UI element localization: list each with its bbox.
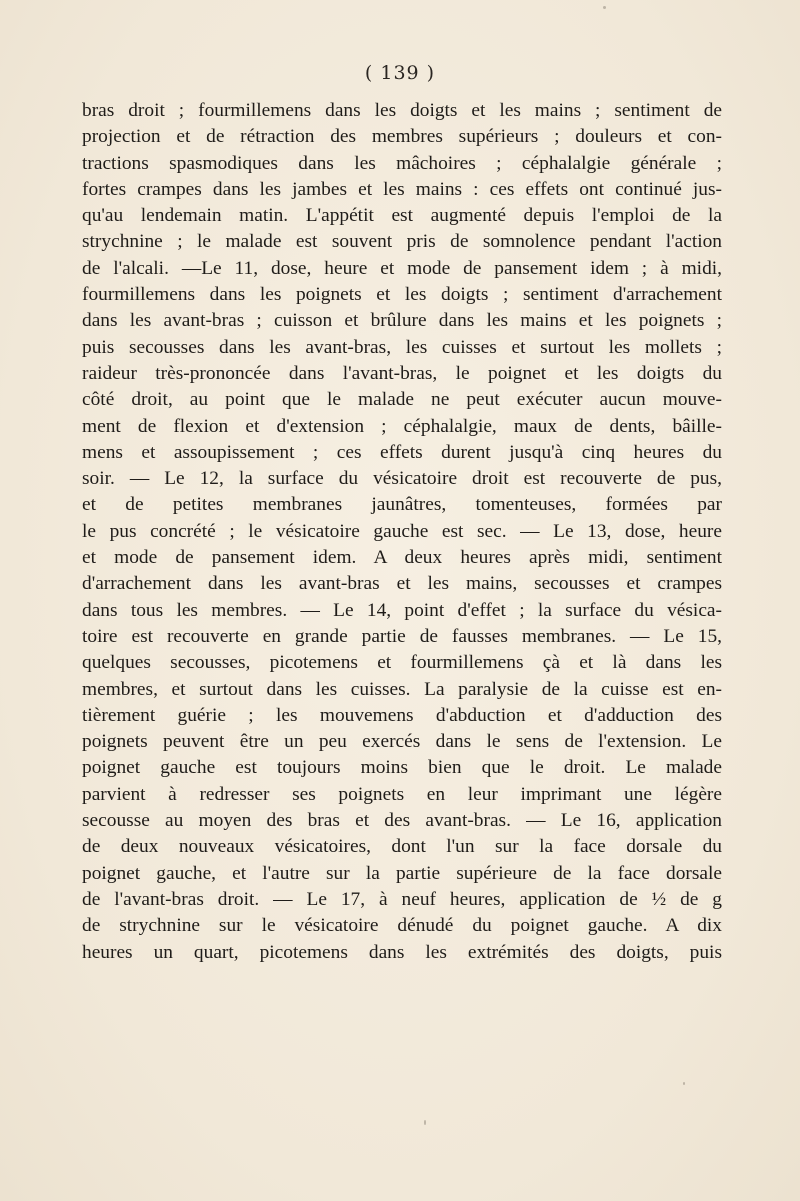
text-line: mens et assoupissement ; ces effets durent jusqu'à cinq heures du [82, 441, 722, 463]
text-line: puis secousses dans les avant-bras, les cuisses et surtout les mollets ; [82, 336, 722, 358]
text-line: fourmillemens dans les poignets et les doigts ; sentiment d'arrachement [82, 284, 722, 306]
text-line: dans les avant-bras ; cuisson et brûlure dans les mains et les poignets ; [82, 310, 722, 332]
text-line: et mode de pansement idem. A deux heures après midi, sentiment [82, 547, 722, 569]
text-line: raideur très-prononcée dans l'avant-bras, le poignet et les doigts du [82, 362, 722, 384]
text-line: le pus concrété ; le vésicatoire gauche est sec. — Le 13, dose, heure [82, 520, 722, 542]
text-line: bras droit ; fourmillemens dans les doigts et les mains ; sentiment de [82, 100, 722, 121]
text-line: de l'avant-bras droit. — Le 17, à neuf heures, application de ½ de g [82, 888, 722, 910]
text-line: de l'alcali. —Le 11, dose, heure et mode de pansement idem ; à midi, [82, 257, 722, 279]
body-text [82, 98, 722, 966]
text-line: dans tous les membres. — Le 14, point d'effet ; la surface du vésica- [82, 599, 722, 621]
text-line: toire est recouverte en grande partie de fausses membranes. — Le 15, [82, 625, 722, 647]
text-line: de deux nouveaux vésicatoires, dont l'un sur la face dorsale du [82, 836, 722, 858]
text-line: et de petites membranes jaunâtres, tomenteuses, formées par [82, 494, 722, 516]
text-line: soir. — Le 12, la surface du vésicatoire droit est recouverte de pus, [82, 468, 722, 490]
text-line: côté droit, au point que le malade ne peut exécuter aucun mouve- [82, 389, 722, 411]
text-line: poignet gauche, et l'autre sur la partie supérieure de la face dorsale [82, 862, 722, 884]
text-line: fortes crampes dans les jambes et les mains : ces effets ont continué jus- [82, 178, 722, 200]
text-line: tièrement guérie ; les mouvemens d'abduction et d'adduction des [82, 704, 722, 726]
page-number: ( 139 ) [364, 62, 436, 84]
text-line: quelques secousses, picotemens et fourmillemens çà et là dans les [82, 652, 722, 674]
paper-speck [683, 1082, 685, 1085]
text-line: strychnine ; le malade est souvent pris de somnolence pendant l'action [82, 231, 722, 253]
text-line: poignets peuvent être un peu exercés dans le sens de l'extension. Le [82, 731, 722, 753]
text-line: secousse au moyen des bras et des avant-bras. — Le 16, application [82, 810, 722, 832]
text-line: ment de flexion et d'extension ; céphalalgie, maux de dents, bâille- [82, 415, 722, 437]
text-line: d'arrachement dans les avant-bras et les mains, secousses et crampes [82, 573, 722, 595]
text-line: projection et de rétraction des membres supérieurs ; douleurs et con- [82, 126, 722, 148]
text-line: qu'au lendemain matin. L'appétit est augmenté depuis l'emploi de la [82, 205, 722, 227]
text-line: tractions spasmodiques dans les mâchoires ; céphalalgie générale ; [82, 152, 722, 174]
paper-speck [424, 1120, 426, 1125]
text-line: membres, et surtout dans les cuisses. La paralysie de la cuisse est en- [82, 678, 722, 700]
text-line: parvient à redresser ses poignets en leur imprimant une légère [82, 783, 722, 805]
paper-speck [603, 6, 606, 9]
text-line: de strychnine sur le vésicatoire dénudé du poignet gauche. A dix [82, 915, 722, 937]
text-line: poignet gauche est toujours moins bien que le droit. Le malade [82, 757, 722, 779]
text-line: heures un quart, picotemens dans les extrémités des doigts, puis [82, 941, 722, 963]
